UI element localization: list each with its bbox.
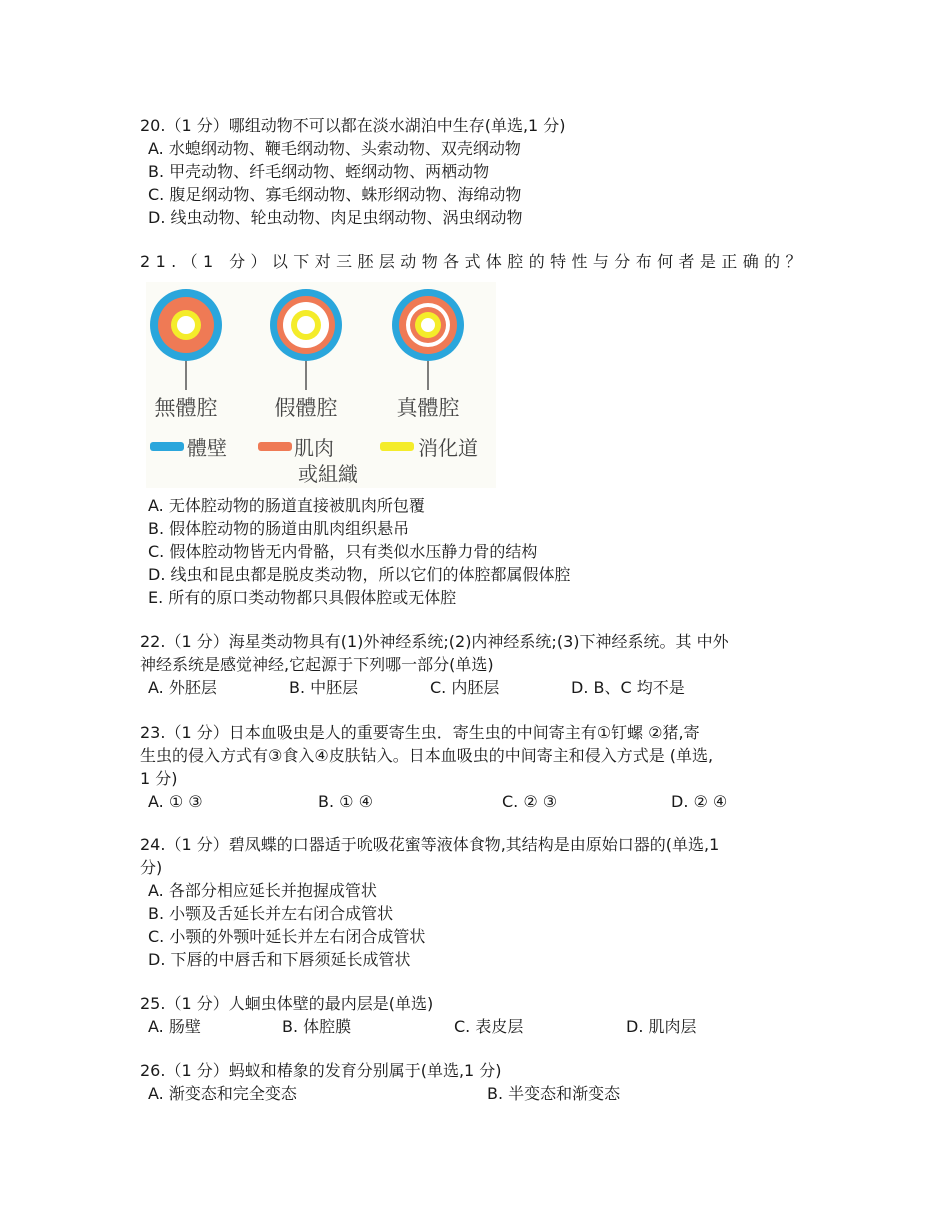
- question-21-option-a: A. 无体腔动物的肠道直接被肌肉所包覆: [148, 496, 425, 515]
- coelomate-diagram: [392, 289, 464, 390]
- question-22-option-a: A. 外胚层: [148, 678, 217, 697]
- question-20-option-c: C. 腹足纲动物、寡毛纲动物、蛛形纲动物、海绵动物: [148, 185, 522, 204]
- question-25-stem: 25.（1 分）人蛔虫体壁的最内层是(单选): [140, 994, 434, 1013]
- question-24-option-c: C. 小颚的外颚叶延长并左右闭合成管状: [148, 927, 426, 946]
- question-23-option-a: A. ① ③: [148, 792, 203, 811]
- question-24-stem-line-2: 分): [140, 858, 163, 877]
- question-22-option-c: C. 内胚层: [430, 678, 500, 697]
- question-20-option-b: B. 甲壳动物、纤毛纲动物、蛭纲动物、两栖动物: [148, 162, 490, 181]
- question-23-option-b: B. ① ④: [318, 792, 373, 811]
- legend-swatch-gut: [380, 442, 414, 451]
- question-22-stem-line-1: 22.（1 分）海星类动物具有(1)外神经系统;(2)内神经系统;(3)下神经系统。其 中外: [140, 632, 729, 651]
- legend-label-tissue: 或組織: [298, 462, 358, 486]
- question-23-stem-line-2: 生虫的侵入方式有③食入④皮肤钻入。日本血吸虫的中间寄主和侵入方式是 (单选,: [140, 746, 714, 765]
- label-acoelomate: 無體腔: [154, 396, 218, 420]
- question-21-option-c: C. 假体腔动物皆无内骨骼，只有类似水压静力骨的结构: [148, 542, 538, 561]
- question-25-option-c: C. 表皮层: [454, 1017, 524, 1036]
- legend-swatch-muscle: [258, 442, 292, 451]
- question-23-option-c: C. ② ③: [502, 792, 558, 811]
- legend-swatch-wall: [150, 442, 184, 451]
- question-21-option-d: D. 线虫和昆虫都是脱皮类动物，所以它们的体腔都属假体腔: [148, 565, 571, 584]
- question-21-stem: 21.（1 分）以下对三胚层动物各式体腔的特性与分布何者是正确的？: [140, 252, 807, 271]
- label-coelomate: 真體腔: [396, 396, 460, 420]
- question-21-option-b: B. 假体腔动物的肠道由肌肉组织悬吊: [148, 519, 410, 538]
- acoelomate-diagram: [150, 289, 222, 390]
- question-23-stem-line-1: 23.（1 分）日本血吸虫是人的重要寄生虫．寄生虫的中间寄主有①钉螺 ②猪,寄: [140, 723, 700, 742]
- question-24-option-a: A. 各部分相应延长并抱握成管状: [148, 881, 377, 900]
- legend-label-wall: 體壁: [187, 436, 227, 460]
- question-20-option-d: D. 线虫动物、轮虫动物、肉足虫纲动物、涡虫纲动物: [148, 208, 523, 227]
- legend-label-muscle: 肌肉: [294, 436, 334, 460]
- question-22-stem-line-2: 神经系统是感觉神经,它起源于下列哪一部分(单选): [140, 655, 494, 674]
- label-pseudocoelomate: 假體腔: [274, 396, 338, 420]
- question-24-option-d: D. 下唇的中唇舌和下唇须延长成管状: [148, 950, 411, 969]
- question-22-option-d: D. B、C 均不是: [571, 678, 685, 697]
- question-24-option-b: B. 小颚及舌延长并左右闭合成管状: [148, 904, 394, 923]
- question-25-option-a: A. 肠壁: [148, 1017, 201, 1036]
- question-20-option-a: A. 水螅纲动物、鞭毛纲动物、头索动物、双壳纲动物: [148, 139, 521, 158]
- question-24-stem-line-1: 24.（1 分）碧凤蝶的口器适于吮吸花蜜等液体食物,其结构是由原始口器的(单选,1: [140, 835, 720, 854]
- pseudocoelomate-diagram: [270, 289, 342, 390]
- question-26-option-b: B. 半变态和渐变态: [487, 1084, 621, 1103]
- question-23-stem-line-3: 1 分): [140, 769, 178, 788]
- question-20-stem: 20.（1 分）哪组动物不可以都在淡水湖泊中生存(单选,1 分): [140, 116, 566, 135]
- question-25-option-b: B. 体腔膜: [282, 1017, 352, 1036]
- legend-label-gut: 消化道: [418, 436, 478, 460]
- question-25-option-d: D. 肌肉层: [626, 1017, 697, 1036]
- question-22-option-b: B. 中胚层: [289, 678, 359, 697]
- question-26-option-a: A. 渐变态和完全变态: [148, 1084, 297, 1103]
- body-cavity-figure: [146, 282, 496, 488]
- question-26-stem: 26.（1 分）蚂蚁和椿象的发育分别属于(单选,1 分): [140, 1061, 502, 1080]
- question-21-option-e: E. 所有的原口类动物都只具假体腔或无体腔: [148, 588, 457, 607]
- question-23-option-d: D. ② ④: [671, 792, 728, 811]
